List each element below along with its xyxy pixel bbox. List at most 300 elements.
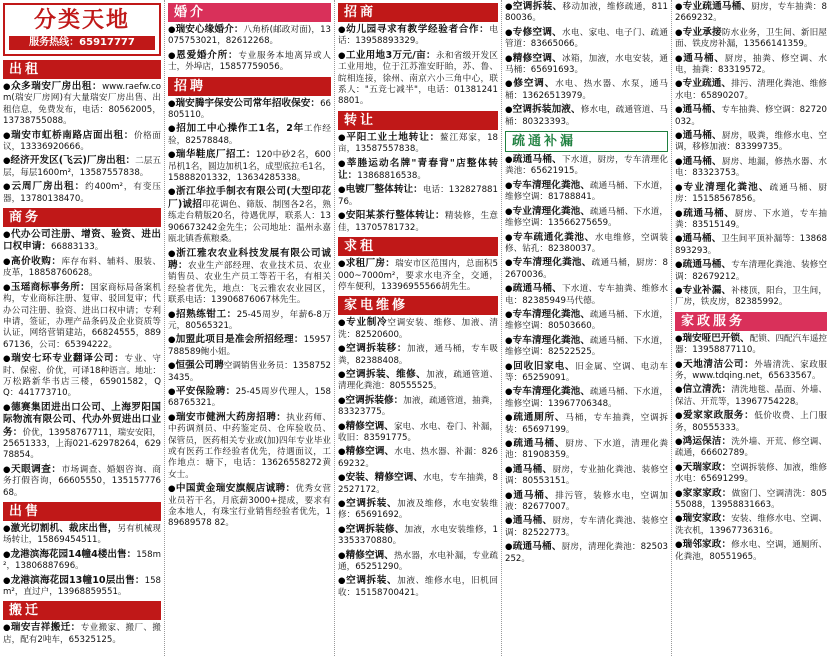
- bullet-icon: ●: [168, 150, 176, 161]
- ad-heading: 疏通马桶、: [512, 154, 563, 166]
- ad-text: 厨房，专业抽化粪池、装修空调：80553151。: [505, 464, 669, 487]
- ad-text: 25-45周岁，年薪6-8万元，80565321。: [168, 309, 332, 331]
- ad-text: 厨房、下水道，专车抽粪：83515149。: [675, 208, 828, 230]
- bullet-icon: ●: [338, 473, 346, 484]
- ad-item: [338, 184, 498, 208]
- bullet-icon: ●: [3, 402, 11, 413]
- ad-item: [338, 50, 498, 108]
- ad-heading: 修空调、: [513, 78, 556, 90]
- bullet-icon: ●: [338, 524, 346, 535]
- ad-heading: 空调拆装、维修、: [345, 368, 427, 380]
- appliance-repair-list: [338, 317, 498, 599]
- bullet-icon: ●: [675, 105, 683, 116]
- section-business: 商务: [3, 208, 161, 227]
- ad-text: 水电维修，空调装修、钻孔：82380037。: [505, 232, 668, 254]
- ad-heading: 电镀厂整体转让：: [345, 184, 423, 196]
- ad-text: 疏通马桶、下水道，维修空调：13967706348。: [505, 387, 668, 409]
- ad-text: 洗外墙、开荒、修空调、疏通，66602789。: [675, 437, 827, 459]
- ad-heading: 瑞安腾宇保安公司常年招收保安：: [175, 97, 321, 109]
- ad-heading: 疏通马桶、: [512, 283, 563, 295]
- ad-item: [505, 309, 668, 333]
- ad-text: 永和省级开发区工业用地，位于江苏淮安盱眙，苏、鲁、皖相连接，徐州、南京六小三角中心，联系人："五竞七减半"，电话：013812418801。: [338, 50, 498, 107]
- ad-item: [675, 488, 827, 512]
- ad-heading: 空调拆装、: [512, 1, 563, 12]
- ad-text: 清洗地毯、晶面、外墙、保洁、开荒等，13967754228。: [675, 385, 827, 407]
- ad-heading: 疏通马桶、: [513, 438, 566, 449]
- bullet-icon: ●: [505, 105, 513, 116]
- ad-text: 加液，疏通管道、清理化粪池：80555525。: [338, 369, 498, 392]
- ad-heading: 瑞安市虹桥南路店面出租：: [11, 129, 134, 141]
- ad-item: [168, 149, 331, 184]
- ad-item: [675, 513, 827, 537]
- ad-heading: 招熟练钳工：: [176, 308, 237, 320]
- ad-heading: 幼儿园寻求有教学经验者合作：: [346, 24, 490, 35]
- ad-item: [505, 27, 668, 51]
- drain-continued-list: [675, 1, 827, 309]
- ad-text: 价优，13958767711，瑞安安阳，25651333，上海021-62978264，62978854。: [3, 427, 161, 461]
- ad-text: 加液、维修水电，旧机回收：15158700421。: [338, 576, 498, 598]
- ad-item: [338, 210, 498, 234]
- ad-text: 马桶，专车抽粪，空调拆装：65697199。: [505, 413, 668, 435]
- bullet-icon: ●: [3, 230, 11, 241]
- column-5: [672, 0, 830, 656]
- ad-text: 25-45周岁代理人，15868765321。: [168, 386, 332, 409]
- ad-item: [505, 490, 668, 514]
- want-rent-list: [338, 258, 498, 293]
- bullet-icon: ●: [3, 282, 11, 293]
- ad-heading: 空调拆装、: [346, 498, 398, 509]
- ad-item: [505, 257, 668, 281]
- rent-list: [3, 81, 161, 205]
- section-transfer: 转让: [338, 111, 498, 130]
- ad-text: 厨房，清理化粪池：82503252。: [505, 542, 669, 564]
- ad-item: [505, 232, 668, 256]
- ad-text: 专车抽粪、修空调：82720032。: [675, 105, 828, 127]
- section-rent: 出租: [3, 60, 161, 79]
- ad-text: 低价收费、上门服务，80555333。: [675, 411, 828, 433]
- bullet-icon: ●: [3, 156, 11, 167]
- recruit-list: [168, 98, 331, 530]
- ad-heading: 天瑞家政：: [682, 461, 732, 473]
- ad-item: [168, 334, 331, 358]
- ad-text: 工作经验，82578848。: [168, 124, 331, 146]
- ad-item: [675, 384, 827, 408]
- ad-text: 加液，疏通管道，抽粪，83323775。: [338, 395, 498, 418]
- ad-item: [338, 158, 498, 183]
- bullet-icon: ●: [3, 182, 12, 193]
- ad-text: 电话：13958893329。: [338, 25, 499, 47]
- ad-heading: 回收旧家电、: [513, 360, 576, 372]
- business-list: [3, 229, 161, 499]
- ad-text: 冰箱，加液，水电安装，通马桶：65691693。: [505, 53, 668, 76]
- bullet-icon: ●: [3, 549, 11, 560]
- ad-heading: 鸿运保洁：: [682, 436, 732, 447]
- bullet-icon: ●: [338, 185, 346, 196]
- section-investment: 招商: [338, 3, 498, 22]
- bullet-icon: ●: [675, 540, 683, 551]
- ad-item: [3, 81, 161, 128]
- ad-text: 旧金属、空调、电动车等：65259091。: [505, 361, 668, 383]
- bullet-icon: ●: [338, 25, 347, 35]
- ad-text: 66883133。: [50, 242, 104, 253]
- ad-item: [505, 386, 668, 410]
- ad-item: [505, 541, 668, 565]
- bullet-icon: ●: [168, 248, 177, 259]
- header-logo: [3, 3, 161, 56]
- ad-item: [3, 282, 161, 351]
- ad-item: [3, 130, 161, 154]
- ad-heading: 瑞邻家政：: [682, 539, 732, 551]
- bullet-icon: ●: [3, 130, 12, 141]
- section-matchmaking: 婚介: [168, 3, 331, 22]
- ad-item: [168, 24, 331, 48]
- bullet-icon: ●: [168, 187, 176, 198]
- bullet-icon: ●: [675, 208, 684, 219]
- ad-item: [3, 402, 161, 462]
- ad-text: 二层五层，每层1600m²，13587557838。: [3, 156, 161, 178]
- section-appliance-repair: 家电维修: [338, 296, 498, 315]
- ad-heading: 通马桶、: [682, 130, 722, 142]
- ad-text: 120中砂2名，600吊机1名，圆边加机1名，成型底拉毛1名，15888201332，13634285338。: [168, 150, 331, 184]
- ad-item: [3, 155, 161, 179]
- bullet-icon: ●: [168, 25, 176, 35]
- section-housekeeping: 家政服务: [675, 312, 827, 331]
- ad-text: 疏通马桶、下水道，维修空调：82522525。: [505, 335, 668, 358]
- ad-item: [168, 123, 331, 147]
- ad-item: [505, 206, 668, 230]
- ad-heading: 专车清理化粪池、: [512, 179, 590, 191]
- ad-heading: 空调拆装修、: [345, 523, 405, 535]
- ad-item: [338, 524, 498, 548]
- bullet-icon: ●: [505, 361, 514, 372]
- bullet-icon: ●: [505, 232, 514, 243]
- ad-item: [675, 27, 827, 51]
- ad-heading: 瑞安市健洲大药房招聘：: [175, 411, 287, 423]
- bullet-icon: ●: [168, 124, 177, 135]
- ad-text: 15957788589鲍小姐。: [168, 335, 332, 357]
- ad-text: 水电、热水器、水泵，通马桶：13626513979。: [505, 79, 668, 101]
- ad-item: [338, 343, 498, 367]
- bullet-icon: ●: [675, 488, 683, 499]
- bullet-icon: ●: [3, 524, 11, 534]
- ad-item: [338, 369, 498, 393]
- ad-text: 加液，水电安装维修，13353370880。: [338, 524, 499, 547]
- ad-text: www.raefw.com(瑞安厂房网)有大量瑞安厂房出售、出租信息，免费发布，电话：80562005，13738755088。: [3, 82, 162, 127]
- ad-text: 厨房、下水道，清理化粪池：81908359。: [505, 439, 668, 461]
- investment-list: [338, 24, 498, 108]
- ad-heading: 通马桶、: [682, 104, 722, 116]
- ad-heading: 通马桶、: [682, 233, 722, 245]
- ad-item: [168, 309, 331, 333]
- ad-text: 空调销售业务员：13587523435。: [168, 361, 332, 383]
- bullet-icon: ●: [675, 234, 683, 245]
- ad-heading: 龙港滨海花园13幢10层出售：: [10, 574, 145, 586]
- ad-item: [505, 78, 668, 102]
- ad-item: [675, 333, 827, 357]
- ad-heading: 专业补漏、: [682, 284, 732, 296]
- section-move: 搬迁: [3, 601, 161, 620]
- ad-text: 疏通马桶、下水道，维修空调：13566275659。: [505, 206, 668, 229]
- ad-text: 印花调色、筛版、制图各2名，熟练走台精版20名，待遇优厚，联系人：13906673242金先生；公司地址：温州永嘉瓯北镇香蕉粮桑。: [168, 199, 332, 245]
- bullet-icon: ●: [168, 309, 177, 320]
- ad-item: [675, 182, 827, 206]
- bullet-icon: ●: [338, 369, 346, 380]
- bullet-icon: ●: [168, 412, 176, 423]
- ad-text: 安装、维修水电、空调、洗衣机，13967736316。: [675, 514, 827, 536]
- ad-text: 市场调查、婚姻咨询、商务打假咨询，66605550，13515777668。: [3, 464, 161, 498]
- ad-item: [505, 104, 668, 128]
- ad-text: 八角桥(邮政对面)，13075753021，82612268。: [168, 25, 331, 47]
- bullet-icon: ●: [505, 2, 513, 12]
- ad-heading: 精修空调、: [345, 549, 394, 561]
- bullet-icon: ●: [168, 50, 177, 61]
- ad-heading: 精修空调、: [345, 446, 395, 458]
- ad-text: 水电、家电、电子门、疏通管道：83665066。: [505, 27, 668, 50]
- ad-heading: 瑞安哑巴开锁、: [682, 332, 750, 344]
- bullet-icon: ●: [505, 79, 514, 90]
- ad-text: 移动加液，维修疏通，81180036。: [505, 2, 669, 24]
- bullet-icon: ●: [675, 131, 683, 142]
- ad-text: 厨房，抽粪、修空调、水电，抽粪：83319572。: [675, 53, 828, 76]
- ad-item: [505, 438, 668, 462]
- ad-item: [3, 575, 161, 599]
- ad-item: [168, 248, 331, 307]
- ad-text: 约400m²，有变压器，13780138470。: [3, 182, 161, 204]
- ad-heading: 通马桶、: [683, 52, 725, 64]
- ad-item: [675, 359, 827, 383]
- ad-item: [3, 622, 161, 646]
- ad-heading: 求租厂房：: [345, 258, 396, 270]
- ad-item: [338, 317, 498, 341]
- ad-text: 补楼顶，阳台，卫生间，厂房，铁皮房，82385992。: [675, 285, 827, 308]
- bullet-icon: ●: [505, 516, 513, 527]
- ad-item: [505, 361, 668, 385]
- ad-text: 执业药师、中药调剂员、中药鉴定员、仓库验收员、保管员，医药相关专业或(加)四年专业毕业或有医药工作经验者优先，待遇面议，工作地点：塘下，电话：13626558272黄女士。: [168, 412, 331, 480]
- drain-list: [505, 154, 668, 565]
- ad-text: 另有机械现场转让，15869454511。: [3, 524, 161, 546]
- ad-item: [675, 156, 827, 180]
- column-4: [502, 0, 672, 656]
- ad-item: [3, 256, 161, 280]
- bullet-icon: ●: [338, 158, 347, 169]
- bullet-icon: ●: [505, 180, 513, 191]
- ad-heading: 众多瑞安厂房出租：: [11, 81, 103, 92]
- ad-text: 下水道、专车抽粪、维修水电：82385949马代德。: [505, 284, 668, 306]
- ad-heading: 专业清理化粪池、: [512, 205, 590, 217]
- ad-item: [338, 575, 498, 599]
- ad-text: 厨房，专车清化粪池、装修空调：82522773。: [505, 516, 669, 538]
- ad-text: 修水电，疏通管道、马桶：80323393。: [505, 105, 668, 127]
- ad-heading: 经济开发区(飞云)厂房出租：: [10, 155, 136, 167]
- bullet-icon: ●: [675, 285, 683, 296]
- ad-text: 空调拆装修、加液，维修水电：65691299。: [675, 462, 827, 485]
- bullet-icon: ●: [338, 499, 347, 509]
- ad-text: 家电、水电、卷门、补漏，收旧：83591775。: [338, 421, 499, 443]
- ad-item: [505, 412, 668, 436]
- ad-heading: 瑞安心缘婚介：: [175, 24, 244, 35]
- ad-item: [675, 53, 827, 77]
- ad-item: [338, 24, 498, 48]
- ad-text: 排污、清理化粪池、维修水电：65890207。: [675, 79, 827, 101]
- bullet-icon: ●: [505, 309, 513, 320]
- column-1: [0, 0, 165, 656]
- ad-item: [675, 436, 827, 460]
- bullet-icon: ●: [338, 550, 346, 561]
- bullet-icon: ●: [3, 82, 12, 92]
- ad-heading: 专车清理化粪池、: [512, 334, 590, 346]
- ad-text: 价格面议，13336920666。: [3, 130, 161, 153]
- bullet-icon: ●: [675, 2, 683, 12]
- bullet-icon: ●: [168, 386, 176, 397]
- bullet-icon: ●: [338, 395, 346, 406]
- bullet-icon: ●: [505, 439, 514, 449]
- bullet-icon: ●: [3, 623, 11, 634]
- ad-heading: 天眼调查：: [11, 463, 62, 475]
- ad-heading: 空调拆装修：: [345, 394, 404, 406]
- bullet-icon: ●: [505, 387, 513, 398]
- ad-text: 优秀女营业员若干名，月底薪3000+提成，要求有金本地人，有珠宝行业销售经验者优先，189689578 82。: [168, 484, 331, 529]
- bullet-icon: ●: [675, 462, 683, 473]
- bullet-icon: ●: [168, 361, 176, 372]
- bullet-icon: ●: [3, 256, 11, 267]
- ad-text: 加液，通马桶，专车吸粪，82388408。: [338, 344, 498, 366]
- section-drain: 疏通补漏: [505, 131, 668, 152]
- ad-text: 电话：13282788176。: [338, 185, 498, 207]
- column-2: [165, 0, 335, 656]
- ad-item: [3, 353, 161, 400]
- section-sell: 出售: [3, 502, 161, 521]
- ad-heading: 龙港滨海花园14幢4楼出售：: [10, 548, 137, 560]
- ad-item: [675, 233, 827, 257]
- column-3: [335, 0, 502, 656]
- ad-item: [168, 483, 331, 530]
- move-list: [3, 622, 161, 646]
- ad-item: [505, 283, 668, 307]
- ad-heading: 工业用地3万元/亩：: [345, 49, 436, 61]
- ad-item: [168, 98, 331, 122]
- ad-item: [338, 550, 498, 574]
- bullet-icon: ●: [338, 132, 347, 143]
- ad-heading: 家家家政：: [682, 487, 732, 499]
- bullet-icon: ●: [505, 335, 513, 346]
- housekeeping-list: [675, 333, 827, 563]
- ad-heading: 中国黄金瑞安旗舰店诚聘：: [175, 483, 296, 495]
- bullet-icon: ●: [338, 421, 346, 432]
- ad-heading: 招加工中心操作工1名，2年: [176, 123, 304, 135]
- ad-heading: 专业疏通马桶、: [682, 1, 752, 12]
- ad-heading: 专车清理化粪池、: [512, 308, 590, 320]
- ad-item: [675, 259, 827, 283]
- page-title: 分类天地: [33, 8, 130, 33]
- section-want-rent: 求租: [338, 237, 498, 256]
- ad-item: [168, 186, 331, 245]
- ad-heading: 专业承接: [682, 26, 722, 38]
- ad-heading: 空调拆装、: [346, 575, 398, 587]
- ad-heading: 疏通马桶、: [683, 207, 735, 219]
- ad-item: [675, 104, 827, 128]
- bullet-icon: ●: [505, 258, 513, 269]
- ad-heading: 疏通厕所、: [513, 412, 566, 424]
- ad-text: 鳌江郑家，18亩，13587557838。: [338, 132, 499, 155]
- ad-text: 农业生产部经理、农业技术员、农业销售员、农业生产员工等若干名，有相关经验者优先，地点：飞云雅农农业园区，联系电话：13906876067林先生。: [168, 260, 331, 306]
- matchmaking-list: [168, 24, 331, 74]
- bullet-icon: ●: [675, 333, 683, 344]
- bullet-icon: ●: [675, 260, 683, 271]
- ad-text: 外墙清洗、家政服务，www.tdqing.net，65633567。: [675, 359, 828, 381]
- ad-item: [338, 258, 498, 293]
- bullet-icon: ●: [168, 484, 176, 495]
- ad-text: 防水业务，卫生间、新旧屋面、铁皮房补漏，13566141359。: [675, 27, 827, 50]
- ad-text: 疏通马桶，厨房：82670036。: [505, 258, 669, 280]
- ad-text: 热水器，水电补漏，专业疏通，65251290。: [338, 550, 499, 573]
- ad-text: 专业、守时、保密、价优，可译18种语言。地址：万松路新华书店三楼，65901582，QQ：441773710。: [3, 354, 162, 399]
- bullet-icon: ●: [338, 576, 347, 587]
- bullet-icon: ●: [675, 385, 683, 396]
- ad-item: [3, 549, 161, 573]
- ad-heading: 激光切割机、裁床出售，: [10, 523, 118, 534]
- bullet-icon: ●: [505, 490, 514, 501]
- ad-item: [675, 539, 827, 563]
- ad-heading: 空调拆装移：: [346, 343, 407, 355]
- ad-text: 66805110。: [168, 98, 332, 121]
- ad-heading: 专车疏通化粪池、: [513, 231, 595, 243]
- ad-heading: 专修空调、: [512, 26, 563, 38]
- ad-item: [3, 229, 161, 254]
- ad-item: [3, 181, 161, 205]
- ad-text: 疏通马桶、厨房：15158567856。: [675, 182, 827, 205]
- bullet-icon: ●: [505, 464, 513, 475]
- repair-continued-list: [505, 1, 668, 128]
- ad-heading: 天地清洁公司：: [683, 358, 755, 370]
- ad-item: [505, 180, 668, 204]
- ad-text: 疏通马桶、下水道，维修空调：81788841。: [505, 180, 668, 203]
- ad-heading: 平阳工业土地转让：: [346, 131, 441, 143]
- sell-list: [3, 523, 161, 598]
- ad-heading: 云周厂房出租：: [11, 181, 86, 193]
- ad-text: 13868816538。: [357, 171, 426, 182]
- bullet-icon: ●: [505, 53, 513, 64]
- ad-item: [675, 130, 827, 154]
- ad-heading: 通马桶、: [513, 489, 556, 501]
- ad-item: [675, 1, 827, 25]
- ad-heading: 浙江雅农农业科技发展有限公司诚聘：: [168, 247, 332, 271]
- bullet-icon: ●: [338, 447, 346, 458]
- ad-text: 水电，专车抽粪，82527172。: [338, 473, 499, 495]
- ad-heading: 瑞安吉祥搬迁：: [10, 622, 81, 634]
- ad-item: [505, 53, 668, 77]
- ad-text: 疏通马桶、下水道，维修空调：80503660。: [505, 309, 668, 332]
- ad-heading: 空调拆装加液、: [512, 104, 581, 116]
- bullet-icon: ●: [3, 575, 11, 586]
- bullet-icon: ●: [168, 98, 176, 109]
- ad-text: 厨房，专车抽粪：82669232。: [675, 2, 828, 24]
- ad-text: 配锁、四配汽车遥控器：13958877110。: [675, 333, 828, 356]
- ad-heading: 高价收购：: [11, 255, 62, 267]
- ad-item: [675, 208, 827, 232]
- ad-text: 精装修，生意佳，13705781732。: [338, 211, 498, 233]
- ad-item: [675, 462, 827, 486]
- ad-heading: 通马桶、: [512, 515, 553, 527]
- ad-item: [505, 335, 668, 359]
- bullet-icon: ●: [505, 155, 513, 166]
- ad-text: 瑞安市区范围内，总面积5000~7000m²，要求水电齐全，交通，停车便利，13396955566胡先生。: [338, 259, 499, 292]
- ad-text: 国家商标局备案机构，专业商标注册、复审、驳回复审；代办公司注册、验资、进出口权申请；专利申请，签证，办理产品条码及企业资质等认证，网络营销建站，66824555，88967136，公司：65394222。: [3, 282, 161, 350]
- ad-item: [3, 523, 161, 547]
- ad-text: 158m²，13806887696。: [3, 549, 161, 572]
- ad-text: 排污管，装修水电，空调加液：82677007。: [505, 490, 668, 513]
- ad-heading: 浙江华拉手制衣有限公司(大型印花厂)诚招: [168, 186, 331, 210]
- bullet-icon: ●: [675, 79, 683, 90]
